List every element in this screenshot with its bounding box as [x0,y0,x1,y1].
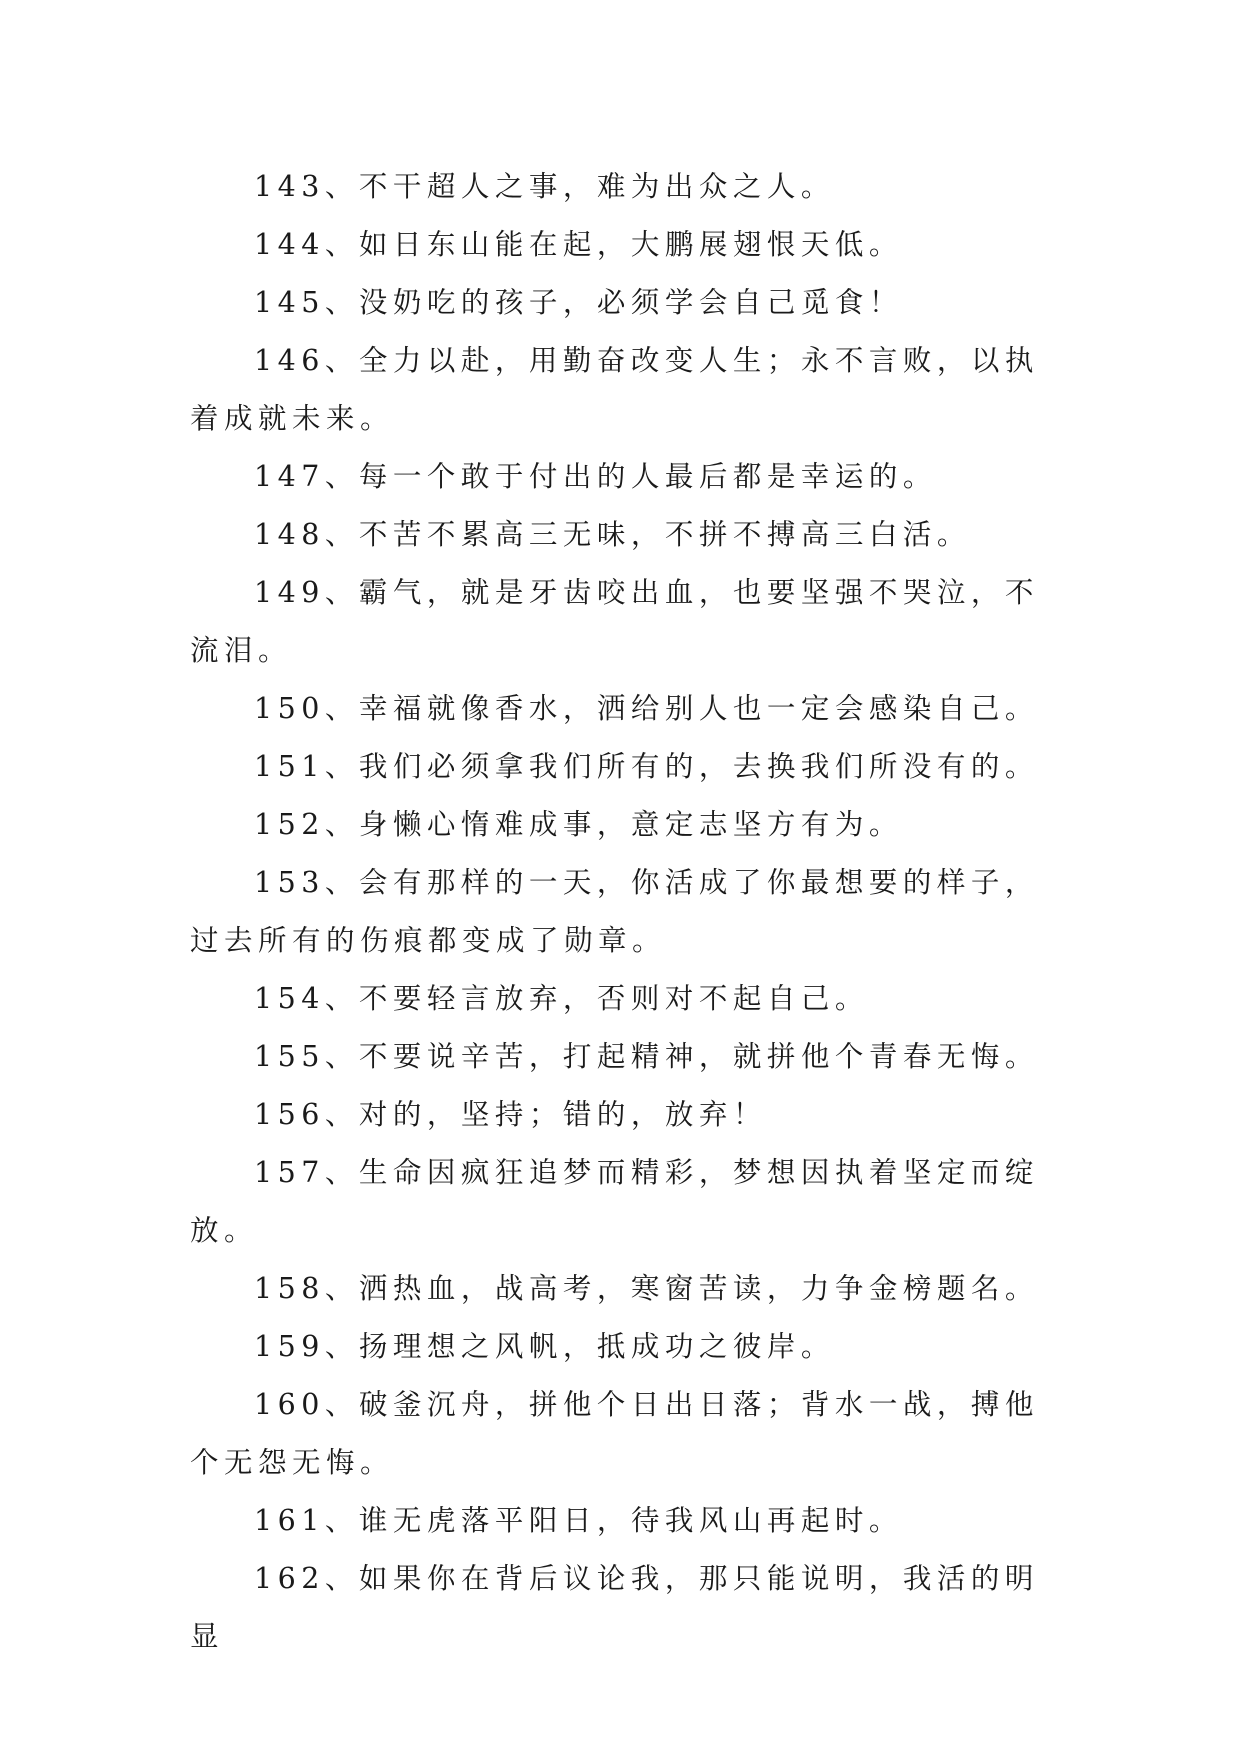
paragraph-147: 147、每一个敢于付出的人最后都是幸运的。 [254,460,937,493]
paragraph-155: 155、不要说辛苦，打起精神，就拼他个青春无悔。 [254,1040,1039,1073]
paragraph-143: 143、不干超人之事，难为出众之人。 [254,170,835,203]
paragraph-149: 149、霸气，就是牙齿咬出血，也要坚强不哭泣，不流泪。 [190,576,1039,667]
paragraph-148: 148、不苦不累高三无味，不拼不搏高三白活。 [254,518,971,551]
paragraph-161: 161、谁无虎落平阳日，待我风山再起时。 [254,1504,903,1537]
paragraph-152: 152、身懒心惰难成事，意定志坚方有为。 [254,808,903,841]
paragraph-146: 146、全力以赴，用勤奋改变人生；永不言败，以执着成就未来。 [190,344,1039,435]
document-body [190,158,1060,1666]
paragraph-159: 159、扬理想之风帆，抵成功之彼岸。 [254,1330,835,1363]
paragraph-158: 158、洒热血，战高考，寒窗苦读，力争金榜题名。 [254,1272,1039,1305]
paragraph-156: 156、对的，坚持；错的，放弃！ [254,1098,767,1131]
paragraph-144: 144、如日东山能在起，大鹏展翅恨天低。 [254,228,903,261]
paragraph-154: 154、不要轻言放弃，否则对不起自己。 [254,982,869,1015]
paragraph-160: 160、破釜沉舟，拼他个日出日落；背水一战，搏他个无怨无悔。 [190,1388,1039,1479]
paragraph-151: 151、我们必须拿我们所有的，去换我们所没有的。 [254,750,1039,783]
paragraph-145: 145、没奶吃的孩子，必须学会自己觅食！ [254,286,903,319]
paragraph-150: 150、幸福就像香水，洒给别人也一定会感染自己。 [254,692,1039,725]
paragraph-162: 162、如果你在背后议论我，那只能说明，我活的明显 [190,1562,1039,1653]
paragraph-153: 153、会有那样的一天，你活成了你最想要的样子，过去所有的伤痕都变成了勋章。 [190,866,1039,957]
paragraph-157: 157、生命因疯狂追梦而精彩，梦想因执着坚定而绽放。 [190,1156,1039,1247]
